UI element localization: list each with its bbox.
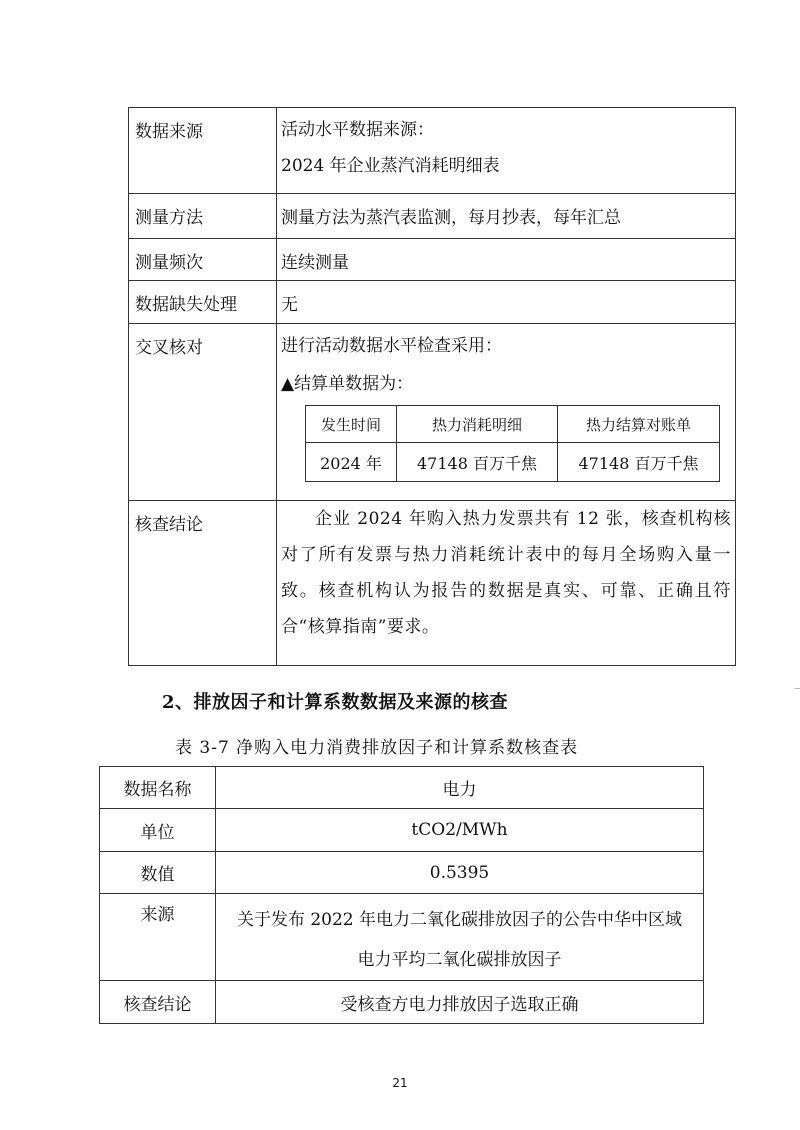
table-row <box>129 324 736 501</box>
row-label: 测量频次 <box>129 239 277 281</box>
table-row <box>100 852 704 894</box>
row-value: 连续测量 <box>277 239 736 281</box>
settlement-table <box>305 405 720 482</box>
row-value <box>277 108 736 194</box>
row-label: 单位 <box>100 809 216 852</box>
value-line: 活动水平数据来源： <box>281 120 434 140</box>
row-value: 电力 <box>216 767 704 809</box>
value-line: 进行活动数据水平检查采用： <box>281 336 502 356</box>
row-value: 受核查方电力排放因子选取正确 <box>216 981 704 1024</box>
row-value: tCO2/MWh <box>216 809 704 852</box>
row-label: 数值 <box>100 852 216 894</box>
row-value: 无 <box>277 281 736 324</box>
column-header: 热力消耗明细 <box>397 406 558 443</box>
row-label: 核查结论 <box>129 501 277 666</box>
table-row <box>129 501 736 666</box>
emission-factor-table <box>99 766 704 1024</box>
conclusion-paragraph <box>277 501 736 666</box>
table-row <box>129 108 736 194</box>
row-label: 来源 <box>100 894 216 981</box>
page-number: 21 <box>392 1076 408 1090</box>
table-row <box>129 194 736 239</box>
row-label: 测量方法 <box>129 194 277 239</box>
table-row <box>100 894 704 981</box>
section-heading: 2、排放因子和计算系数数据及来源的核查 <box>162 692 509 713</box>
table-cell: 47148 百万千焦 <box>397 443 558 482</box>
column-header: 发生时间 <box>306 406 397 443</box>
value-line: 2024 年企业蒸汽消耗明细表 <box>281 156 500 176</box>
table-row <box>100 809 704 852</box>
table-row <box>100 767 704 809</box>
table-cell: 47148 百万千焦 <box>558 443 720 482</box>
row-label: 数据缺失处理 <box>129 281 277 324</box>
value-line: ▲结算单数据为： <box>281 374 414 394</box>
row-value: 0.5395 <box>216 852 704 894</box>
table-row <box>129 281 736 324</box>
column-header: 热力结算对账单 <box>558 406 720 443</box>
scan-mark <box>794 688 800 689</box>
conclusion-text: 企业 2024 年购入热力发票共有 12 张，核查机构核对了所有发票与热力消耗统计表中的每月全场购入量一致。核查机构认为报告的数据是真实、可靠、正确且符合“核算指南”要求。 <box>281 509 731 637</box>
row-label: 核查结论 <box>100 981 216 1024</box>
row-value <box>277 324 736 501</box>
row-value: 测量方法为蒸汽表监测，每月抄表，每年汇总 <box>277 194 736 239</box>
row-label: 数据来源 <box>129 108 277 194</box>
value-line: 电力平均二氧化碳排放因子 <box>357 950 562 970</box>
table-header-row <box>306 406 720 443</box>
table-row <box>129 239 736 281</box>
activity-data-table <box>128 107 736 666</box>
row-label: 交叉核对 <box>129 324 277 501</box>
table-cell: 2024 年 <box>306 443 397 482</box>
row-value <box>216 894 704 981</box>
table-row <box>100 981 704 1024</box>
table-caption: 表 3-7 净购入电力消费排放因子和计算系数核查表 <box>175 738 579 758</box>
table-row <box>306 443 720 482</box>
row-label: 数据名称 <box>100 767 216 809</box>
value-line: 关于发布 2022 年电力二氧化碳排放因子的公告中华中区域 <box>236 910 683 930</box>
